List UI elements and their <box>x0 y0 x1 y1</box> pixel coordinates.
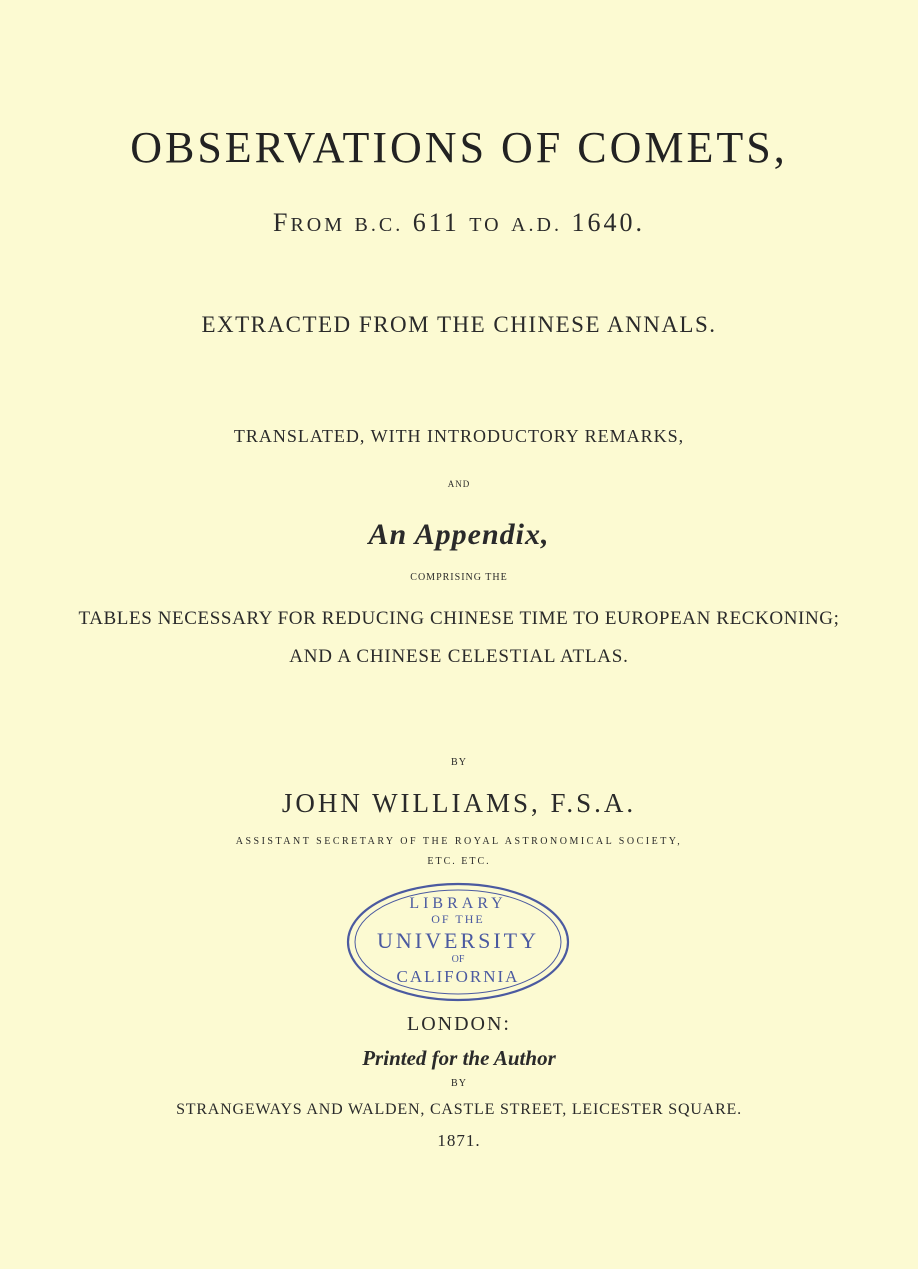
translated-line: TRANSLATED, WITH INTRODUCTORY REMARKS, <box>233 426 685 446</box>
extracted-line: EXTRACTED FROM THE CHINESE ANNALS. <box>201 312 717 337</box>
stamp-line-library: LIBRARY <box>409 895 507 912</box>
book-title: OBSERVATIONS OF COMETS, <box>130 123 788 172</box>
subtitle-to: TO <box>469 214 502 236</box>
date-range-subtitle <box>0 208 918 238</box>
comprising-line: COMPRISING THE <box>410 572 508 583</box>
stamp-line-university: UNIVERSITY <box>377 928 539 953</box>
and-connector: AND <box>447 479 471 489</box>
author-position: ASSISTANT SECRETARY OF THE ROYAL ASTRONOMICAL SOCIETY, <box>235 836 683 847</box>
place-of-publication: LONDON: <box>407 1013 511 1035</box>
author-name: JOHN WILLIAMS, F.S.A. <box>281 788 637 818</box>
atlas-line: AND A CHINESE CELESTIAL ATLAS. <box>289 646 629 667</box>
printed-for-author: Printed for the Author <box>362 1046 556 1070</box>
stamp-line-california: CALIFORNIA <box>396 967 520 986</box>
etc-line: ETC. ETC. <box>427 856 491 867</box>
subtitle-start-year: 611 <box>412 208 460 237</box>
appendix-heading: An Appendix, <box>368 518 550 551</box>
subtitle-end-year: 1640. <box>571 208 645 237</box>
publication-year: 1871. <box>437 1131 481 1150</box>
subtitle-ad: A.D. <box>511 214 562 236</box>
by-connector-printer: BY <box>451 1078 467 1089</box>
subtitle-from-initial: F <box>273 208 291 237</box>
stamp-line-of: OF <box>451 954 465 965</box>
library-stamp-graphic <box>343 878 573 1006</box>
subtitle-from-rest: ROM <box>290 214 346 236</box>
stamp-line-of-the: OF THE <box>431 912 485 926</box>
library-stamp <box>343 878 573 1006</box>
tables-line: TABLES NECESSARY FOR REDUCING CHINESE TIME TO EUROPEAN RECKONING; <box>78 608 840 629</box>
subtitle-bc: B.C. <box>354 214 404 236</box>
publisher-line: STRANGEWAYS AND WALDEN, CASTLE STREET, LEICESTER SQUARE. <box>176 1101 742 1118</box>
by-connector: BY <box>451 757 467 768</box>
